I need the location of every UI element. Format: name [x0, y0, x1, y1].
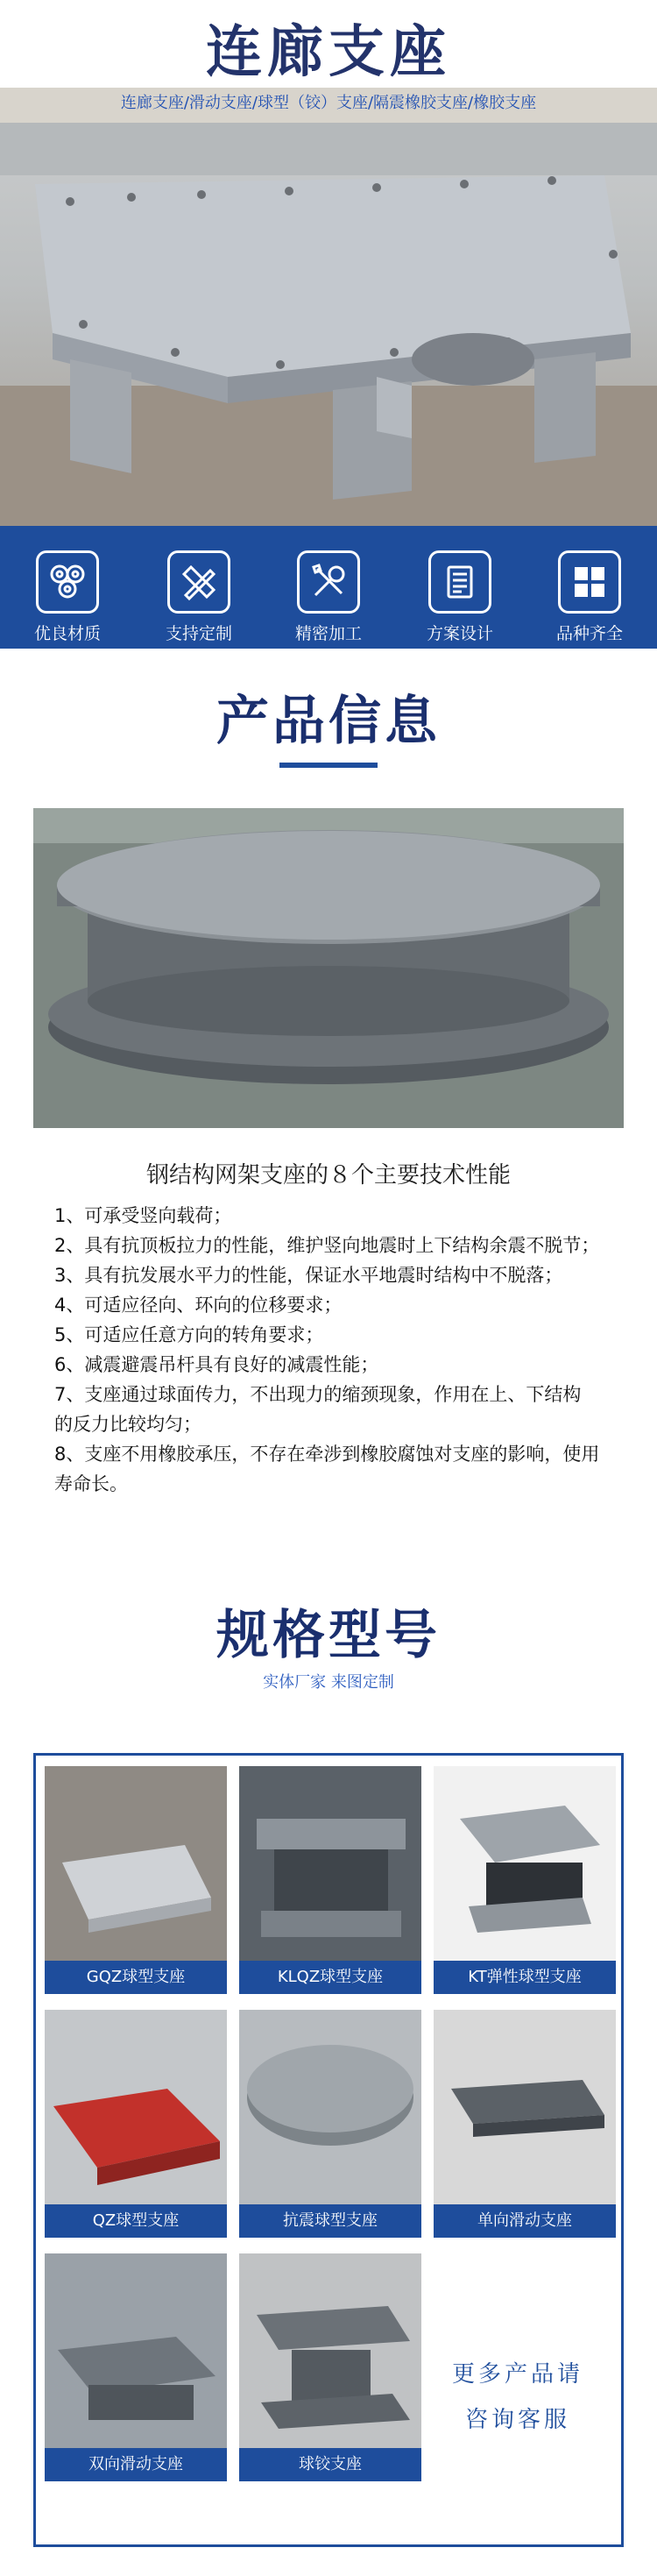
- model-card-seismic[interactable]: [239, 2010, 421, 2238]
- model-caption: KT弹性球型支座: [434, 1961, 616, 1994]
- title-underline: [279, 763, 378, 768]
- model-photo: [434, 1766, 616, 1961]
- model-gallery: [33, 1753, 624, 2547]
- pencil-ruler-icon: [167, 550, 230, 614]
- specs-subtitle: 实体厂家 来图定制: [263, 1673, 394, 1692]
- spec-item: 7、支座通过球面传力，不出现力的缩颈现象，作用在上、下结构: [54, 1384, 582, 1405]
- product-info-photo: [33, 808, 624, 1128]
- spec-item: 的反力比较均匀；: [54, 1414, 201, 1435]
- model-photo: [239, 2253, 421, 2448]
- spec-item: 6、减震避震吊杆具有良好的减震性能；: [54, 1354, 379, 1375]
- feature-precision: [280, 550, 377, 644]
- feature-label: 品种齐全: [555, 624, 623, 643]
- model-photo: [45, 2253, 227, 2448]
- spec-item: 2、具有抗顶板拉力的性能，维护竖向地震时上下结构余震不脱节；: [54, 1235, 600, 1256]
- hero-title: 连廊支座: [206, 20, 451, 85]
- more-line-2: 咨询客服: [464, 2407, 570, 2433]
- product-info-title: 产品信息: [216, 691, 441, 752]
- feature-label: 支持定制: [165, 624, 232, 643]
- wrench-screwdriver-icon: [297, 550, 360, 614]
- feature-label: 优良材质: [33, 624, 101, 643]
- model-caption: 单向滑动支座: [434, 2204, 616, 2238]
- model-photo: [239, 1766, 421, 1961]
- document-icon: [428, 550, 491, 614]
- model-caption: 双向滑动支座: [45, 2448, 227, 2481]
- model-photo: [239, 2010, 421, 2204]
- spec-item: 3、具有抗发展水平力的性能，保证水平地震时结构中不脱落；: [54, 1265, 563, 1286]
- feature-design: [412, 550, 508, 644]
- hero-product-photo: [0, 123, 657, 526]
- model-card-gqz[interactable]: [45, 1766, 227, 1994]
- more-line-1: 更多产品请: [451, 2361, 583, 2388]
- model-caption: GQZ球型支座: [45, 1961, 227, 1994]
- spec-list: [54, 1201, 615, 1499]
- hero-section: [0, 0, 657, 526]
- model-photo: [45, 2010, 227, 2204]
- model-caption: 抗震球型支座: [239, 2204, 421, 2238]
- model-photo: [434, 2010, 616, 2204]
- model-card-double-slide[interactable]: [45, 2253, 227, 2481]
- feature-custom: [151, 550, 247, 644]
- feature-label: 方案设计: [426, 624, 493, 643]
- specs-title: 规格型号: [216, 1605, 441, 1666]
- pipes-icon: [36, 550, 99, 614]
- spec-item: 8、支座不用橡胶承压，不存在牵涉到橡胶腐蚀对支座的影响，使用寿命长。: [54, 1444, 600, 1494]
- model-card-ball-hinge[interactable]: [239, 2253, 421, 2481]
- feature-variety: [541, 550, 638, 644]
- model-caption: KLQZ球型支座: [239, 1961, 421, 1994]
- model-photo: [45, 1766, 227, 1961]
- model-caption: QZ球型支座: [45, 2204, 227, 2238]
- spec-heading: 钢结构网架支座的８个主要技术性能: [145, 1162, 511, 1189]
- feature-quality-material: [19, 550, 116, 644]
- model-card-single-slide[interactable]: [434, 2010, 616, 2238]
- spec-item: 4、可适应径向、环向的位移要求；: [54, 1295, 343, 1316]
- feature-label: 精密加工: [294, 624, 362, 643]
- model-card-qz[interactable]: [45, 2010, 227, 2238]
- spec-item: 1、可承受竖向载荷；: [54, 1205, 232, 1226]
- model-caption: 球铰支座: [239, 2448, 421, 2481]
- spec-item: 5、可适应任意方向的转角要求；: [54, 1324, 324, 1345]
- grid-icon: [558, 550, 621, 614]
- contact-service-note[interactable]: [426, 2352, 610, 2443]
- model-card-kt[interactable]: [434, 1766, 616, 1994]
- model-card-klqz[interactable]: [239, 1766, 421, 1994]
- feature-strip: [0, 526, 657, 649]
- hero-subtitle: 连廊支座/滑动支座/球型（铰）支座/隔震橡胶支座/橡胶支座: [120, 94, 537, 112]
